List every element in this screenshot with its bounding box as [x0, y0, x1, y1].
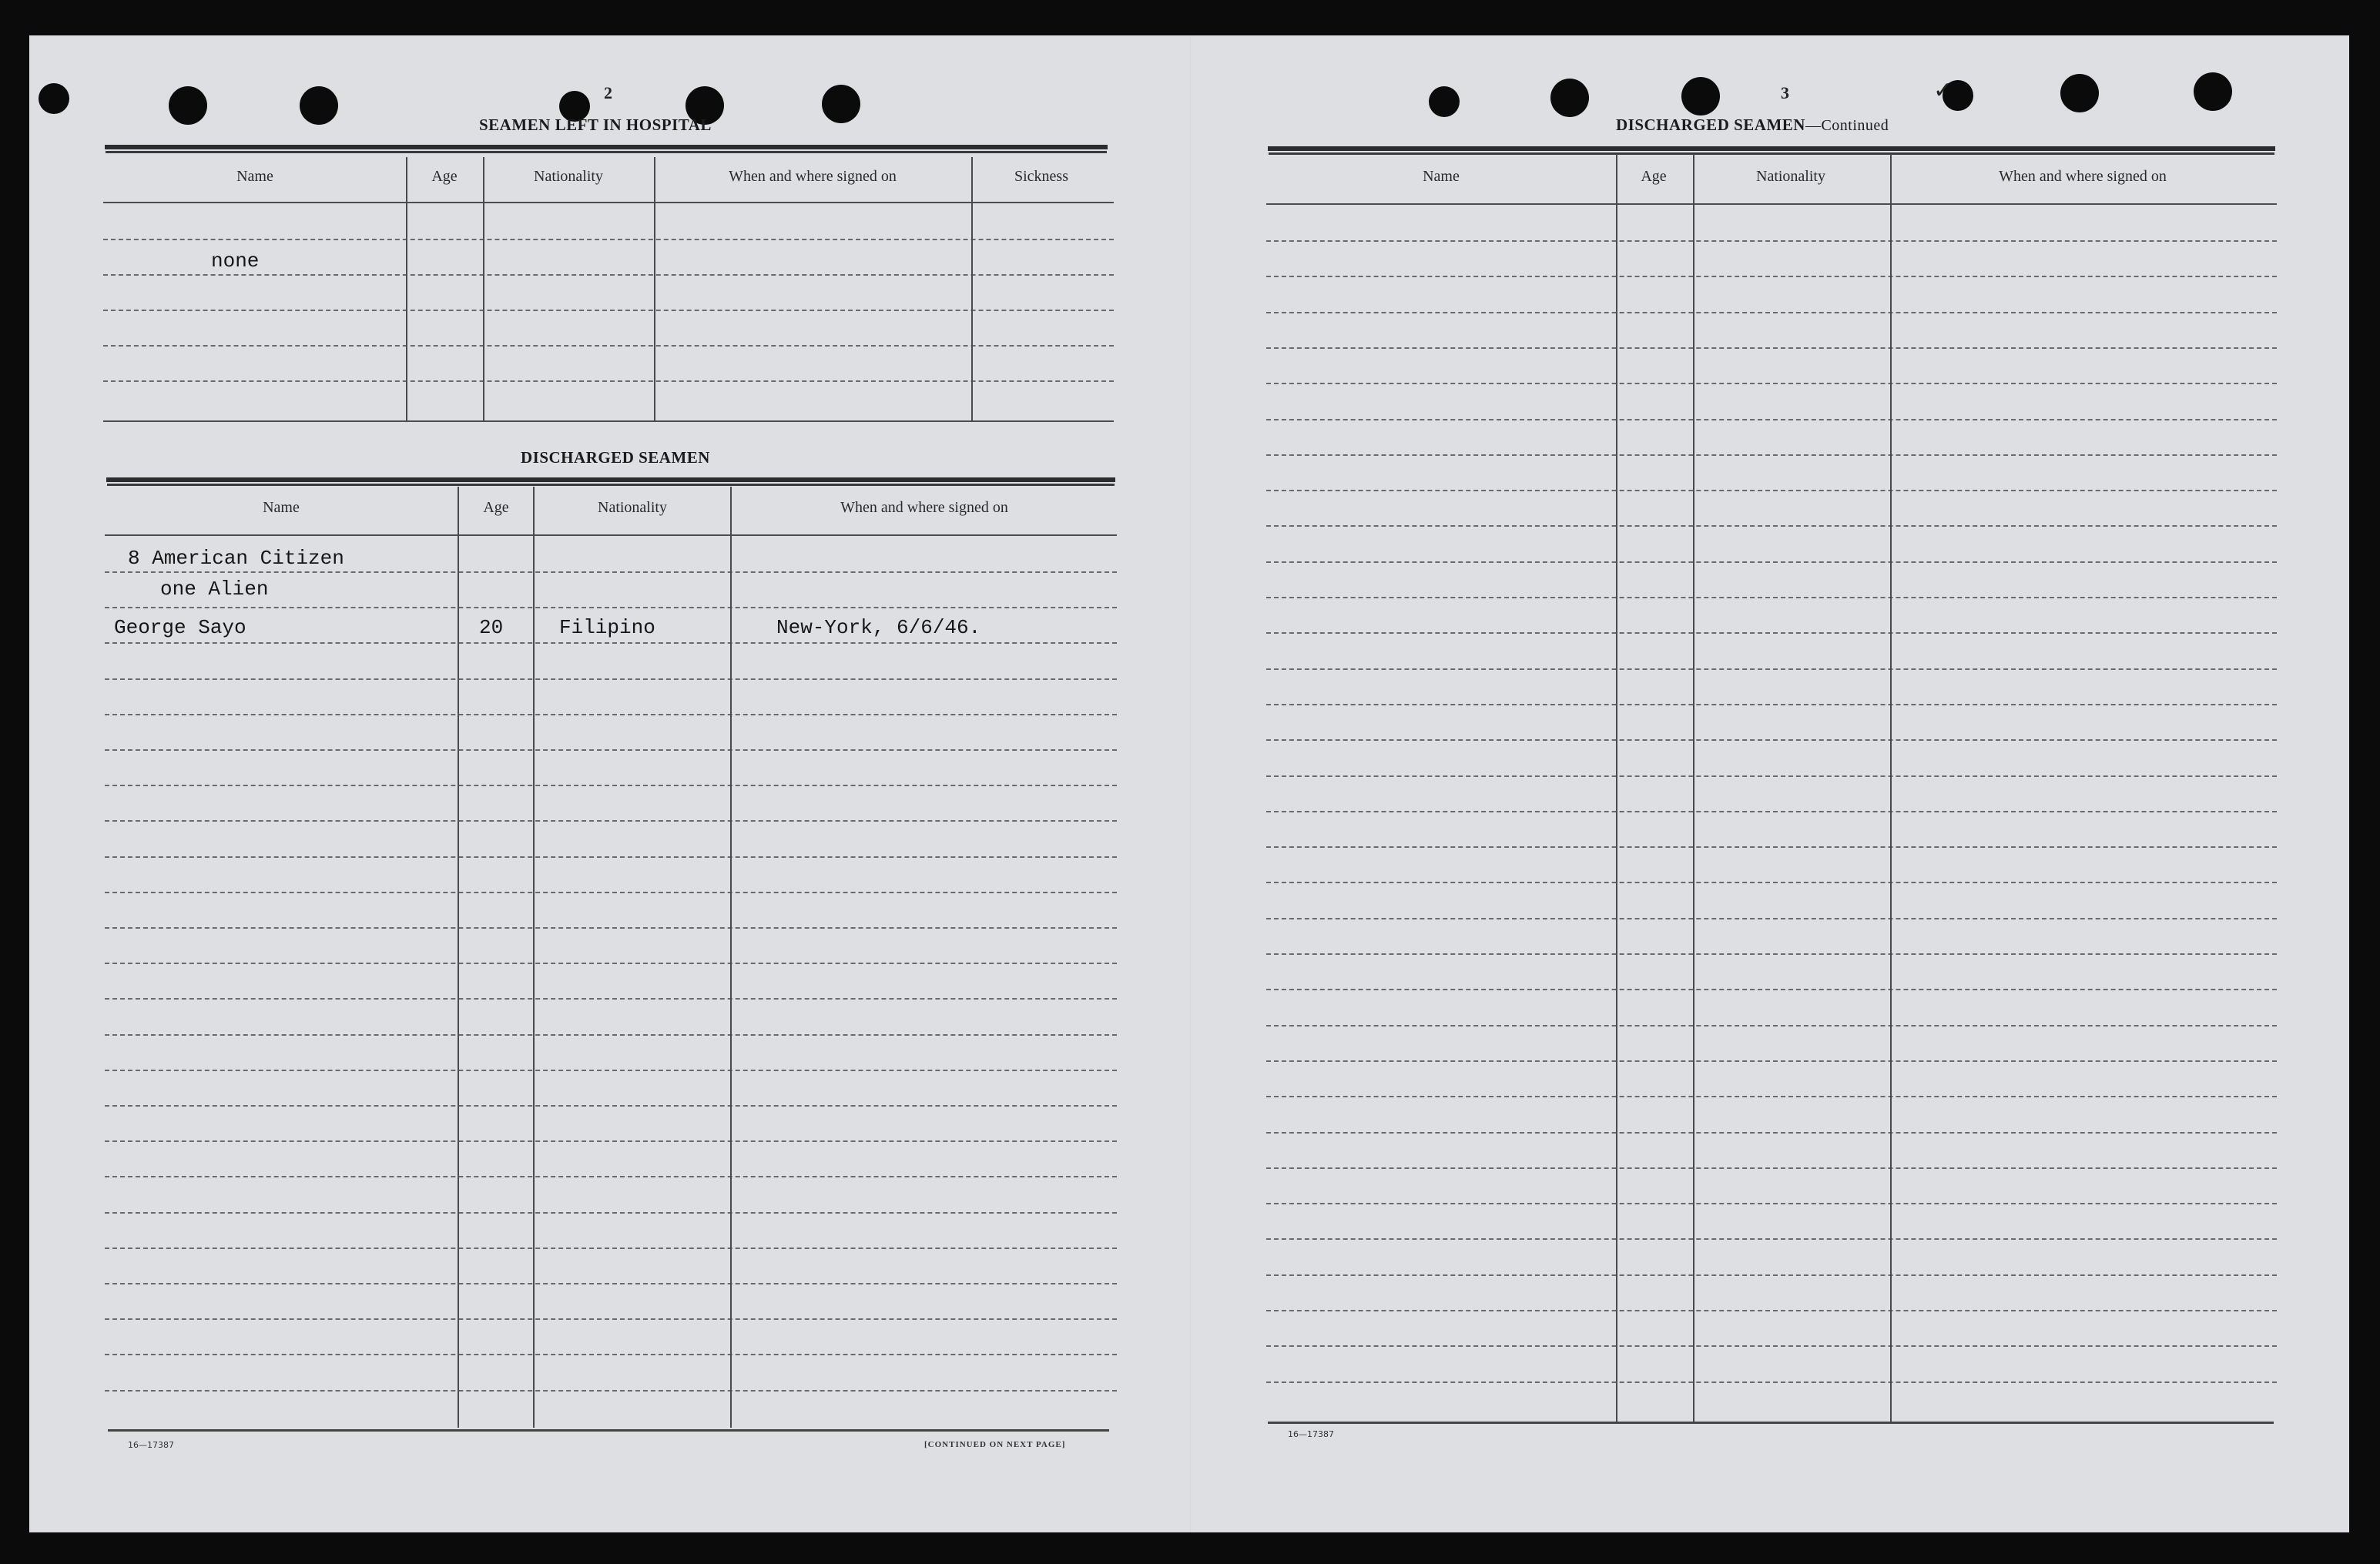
ruled-line [1266, 1096, 2277, 1097]
right-bottom-rule [1268, 1422, 2274, 1424]
punch-hole [1681, 77, 1720, 116]
hospital-col-divider [654, 157, 655, 422]
ruled-line [105, 1390, 1117, 1392]
ruled-line [1266, 312, 2277, 313]
discharged-summary-line-1: 8 American Citizen [128, 547, 344, 570]
ruled-line [105, 856, 1117, 858]
ruled-line [1266, 846, 2277, 848]
ruled-line [105, 1248, 1117, 1249]
ruled-line [105, 1318, 1117, 1320]
ruled-line [1266, 1274, 2277, 1276]
ruled-line [1266, 240, 2277, 242]
hospital-row-line [103, 345, 1114, 347]
ruled-line [105, 927, 1117, 929]
ruled-line [1266, 1238, 2277, 1240]
ruled-line [1266, 882, 2277, 883]
hospital-col-signed-on: When and where signed on [729, 168, 897, 185]
ruled-line [1266, 668, 2277, 670]
punch-hole [1429, 86, 1460, 117]
hospital-col-divider [406, 157, 407, 422]
hospital-row-line [103, 380, 1114, 382]
discharged-continued-title [1616, 116, 1889, 135]
hospital-row-line [103, 239, 1114, 240]
ruled-line [105, 1176, 1117, 1177]
discharged-header-line [105, 534, 1117, 536]
discharged-col-divider [730, 487, 732, 1428]
continued-note: [CONTINUED ON NEXT PAGE] [924, 1440, 1066, 1449]
punch-hole [39, 83, 69, 114]
ruled-line [1266, 1345, 2277, 1347]
page-number: 3 [1781, 83, 1789, 102]
hospital-header-rule [105, 145, 1108, 151]
ruled-line [1266, 632, 2277, 634]
ruled-line [1266, 1203, 2277, 1204]
ruled-line [1266, 918, 2277, 919]
right-col-divider [1616, 154, 1617, 1423]
ruled-line [105, 642, 1117, 644]
hospital-bottom-line [103, 420, 1114, 422]
discharged-col-divider [533, 487, 535, 1428]
right-col-name: Name [1423, 168, 1460, 185]
discharged-section-title: DISCHARGED SEAMEN [521, 448, 710, 467]
discharged-continued-title-suffix: —Continued [1805, 117, 1889, 134]
ruled-line [1266, 775, 2277, 777]
hospital-header-line [103, 202, 1114, 203]
page-fold [1190, 35, 1192, 1532]
ruled-line [105, 571, 1117, 573]
ruled-line [1266, 419, 2277, 420]
hospital-section-title: SEAMEN LEFT IN HOSPITAL [479, 116, 712, 134]
discharged-summary-line-2: one Alien [160, 578, 269, 601]
discharged-row-nationality: Filipino [559, 616, 655, 639]
ruled-line [105, 998, 1117, 1000]
ruled-line [1266, 1025, 2277, 1026]
hospital-col-divider [971, 157, 973, 422]
ruled-line [1266, 525, 2277, 527]
ruled-line [105, 1283, 1117, 1284]
hospital-col-nationality: Nationality [534, 168, 603, 185]
discharged-row-name: George Sayo [114, 616, 246, 639]
ruled-line [1266, 1167, 2277, 1169]
hospital-row-line [103, 274, 1114, 276]
page-number: 2 [604, 83, 612, 102]
discharged-col-age: Age [483, 499, 509, 516]
ruled-line [1266, 276, 2277, 277]
ruled-line [105, 892, 1117, 893]
hospital-col-divider [483, 157, 484, 422]
ruled-line [1266, 1060, 2277, 1062]
ruled-line [1266, 811, 2277, 812]
ruled-line [105, 1354, 1117, 1355]
ruled-line [105, 1070, 1117, 1071]
ruled-line [105, 607, 1117, 608]
punch-hole [822, 85, 860, 123]
ruled-line [105, 1105, 1117, 1107]
hospital-col-age: Age [431, 168, 458, 185]
discharged-row-signed-on: New-York, 6/6/46. [776, 616, 981, 639]
document-sheet [29, 35, 2349, 1532]
ruled-line [1266, 1310, 2277, 1311]
punch-hole [1550, 79, 1589, 117]
right-col-nationality: Nationality [1756, 168, 1825, 185]
discharged-continued-title-main: DISCHARGED SEAMEN [1616, 116, 1805, 134]
form-code: 16—17387 [128, 1440, 174, 1450]
ruled-line [1266, 347, 2277, 349]
handwritten-mark: ✓ [1933, 77, 1953, 104]
ruled-line [1266, 454, 2277, 456]
hospital-row-line [103, 310, 1114, 311]
ruled-line [1266, 953, 2277, 955]
ruled-line [105, 820, 1117, 822]
punch-hole [2194, 72, 2232, 111]
discharged-col-name: Name [263, 499, 300, 516]
ruled-line [1266, 704, 2277, 705]
ruled-line [1266, 739, 2277, 741]
hospital-col-name: Name [236, 168, 273, 185]
discharged-header-rule [106, 477, 1115, 484]
ruled-line [105, 714, 1117, 715]
ruled-line [1266, 490, 2277, 491]
ruled-line [1266, 989, 2277, 990]
right-header-rule [1268, 146, 2275, 152]
punch-hole [169, 86, 207, 125]
ruled-line [105, 785, 1117, 786]
discharged-row-age: 20 [479, 616, 504, 639]
discharged-col-divider [458, 487, 459, 1428]
ruled-line [1266, 597, 2277, 598]
ruled-line [1266, 383, 2277, 384]
ruled-line [105, 963, 1117, 964]
ruled-line [105, 1212, 1117, 1214]
discharged-col-nationality: Nationality [598, 499, 667, 516]
ruled-line [1266, 1132, 2277, 1134]
discharged-col-signed-on: When and where signed on [840, 499, 1008, 516]
ruled-line [105, 1140, 1117, 1142]
punch-hole [2060, 74, 2099, 112]
ruled-line [105, 678, 1117, 680]
hospital-col-sickness: Sickness [1014, 168, 1068, 185]
right-header-line [1266, 203, 2277, 205]
ruled-line [1266, 1381, 2277, 1383]
hospital-entry-name: none [211, 250, 260, 273]
right-col-signed-on: When and where signed on [1999, 168, 2167, 185]
ruled-line [1266, 561, 2277, 563]
punch-hole [300, 86, 338, 125]
ruled-line [105, 749, 1117, 751]
right-col-age: Age [1641, 168, 1667, 185]
form-code: 16—17387 [1288, 1429, 1334, 1439]
right-col-divider [1693, 154, 1694, 1423]
right-col-divider [1890, 154, 1892, 1423]
ruled-line [105, 1034, 1117, 1036]
left-bottom-rule [108, 1429, 1109, 1432]
